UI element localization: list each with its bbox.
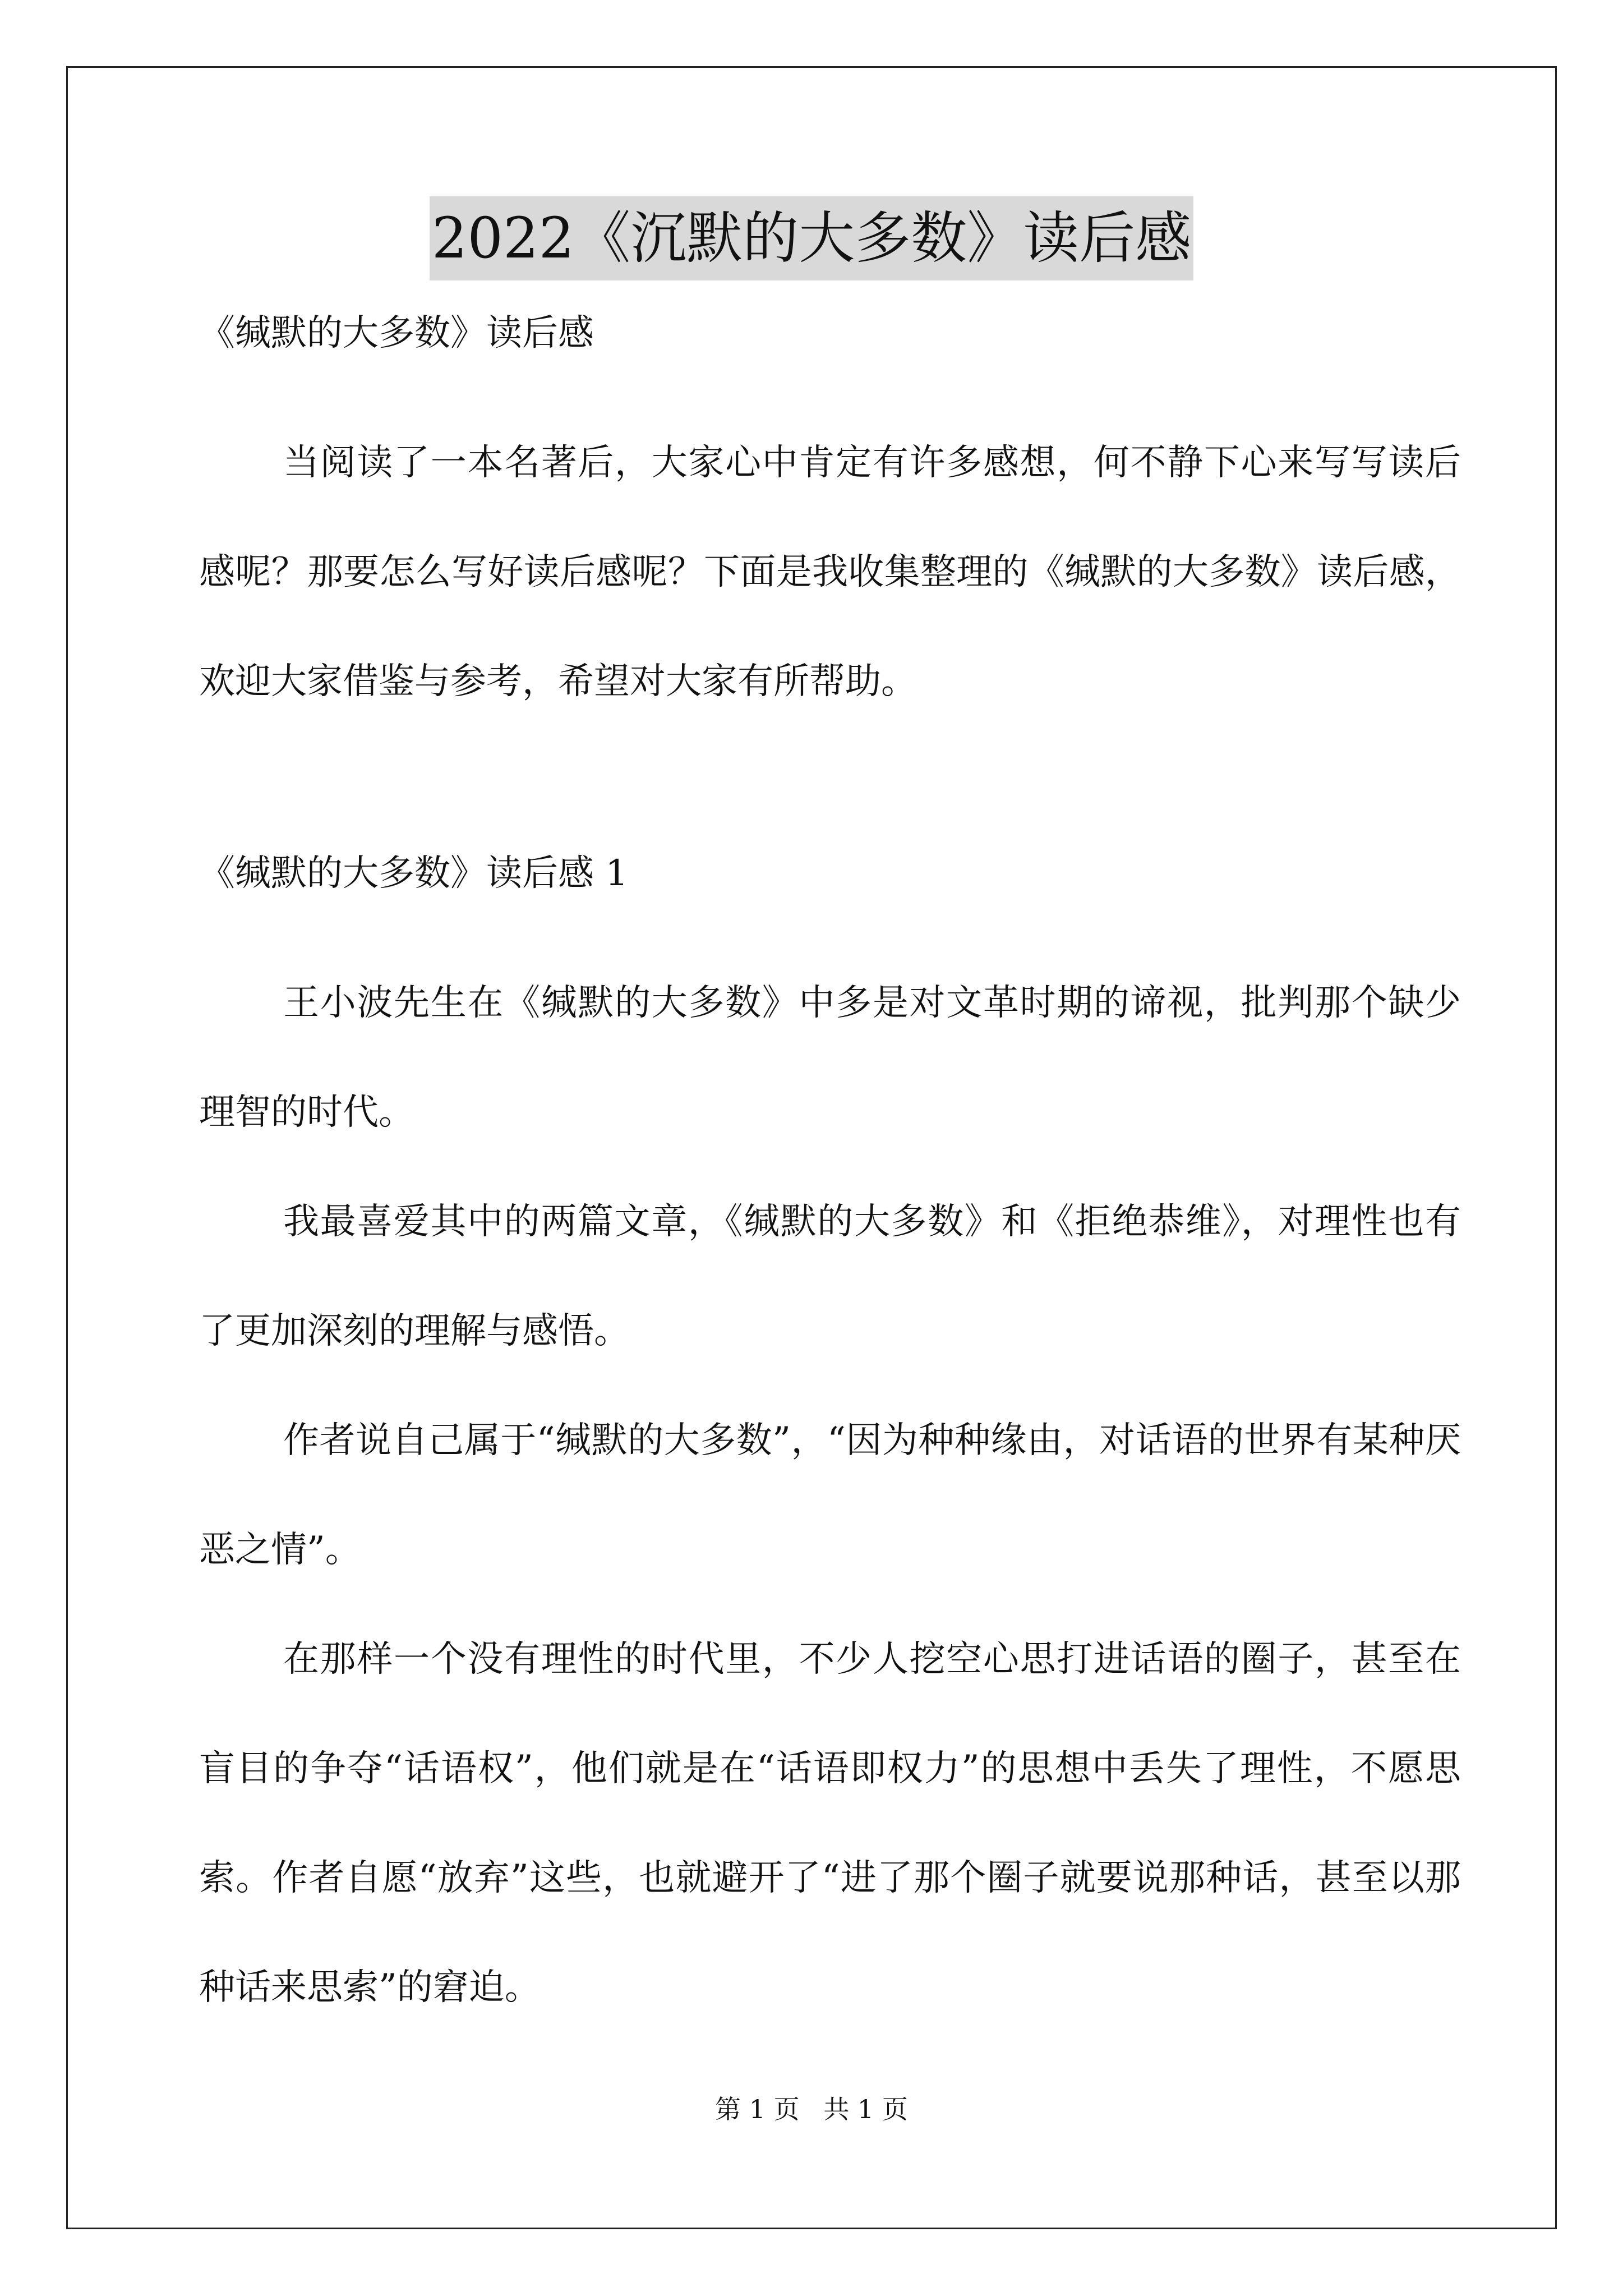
title-container bbox=[0, 196, 1623, 280]
spacer bbox=[199, 904, 1461, 949]
body-paragraph: 我最喜爱其中的两篇文章，《缄默的大多数》和《拒绝恭维》，对理性也有了更加深刻的理解与感悟。 bbox=[199, 1201, 1461, 1352]
body-paragraph: 作者说自己属于“缄默的大多数”，“因为种种缘由，对话语的世界有某种厌恶之情”。 bbox=[199, 1420, 1461, 1571]
document-body bbox=[199, 303, 1461, 2042]
page-total: 共 1 页 bbox=[823, 2094, 908, 2124]
spacer bbox=[199, 364, 1461, 408]
page-number: 第 1 页 bbox=[715, 2094, 800, 2124]
page-footer bbox=[0, 2092, 1623, 2126]
section-heading: 《缄默的大多数》读后感 1 bbox=[199, 853, 629, 894]
intro-heading: 《缄默的大多数》读后感 bbox=[199, 312, 594, 354]
body-paragraph: 在那样一个没有理性的时代里，不少人挖空心思打进话语的圈子，甚至在盲目的争夺“话语权”，他们就是在“话语即权力”的思想中丢失了理性，不愿思索。作者自愿“放弃”这些，也就避开了“进了那个圈子就要说那种话，甚至以那种话来思索”的窘迫。 bbox=[199, 1639, 1461, 2008]
intro-paragraph: 当阅读了一本名著后，大家心中肯定有许多感想，何不静下心来写写读后感呢？那要怎么写好读后感呢？下面是我收集整理的《缄默的大多数》读后感，欢迎大家借鉴与参考，希望对大家有所帮助。 bbox=[199, 442, 1461, 702]
spacer bbox=[199, 737, 1461, 843]
document-title: 2022《沉默的大多数》读后感 bbox=[430, 196, 1194, 280]
body-paragraph: 王小波先生在《缄默的大多数》中多是对文革时期的谛视，批判那个缺少理智的时代。 bbox=[199, 982, 1461, 1133]
